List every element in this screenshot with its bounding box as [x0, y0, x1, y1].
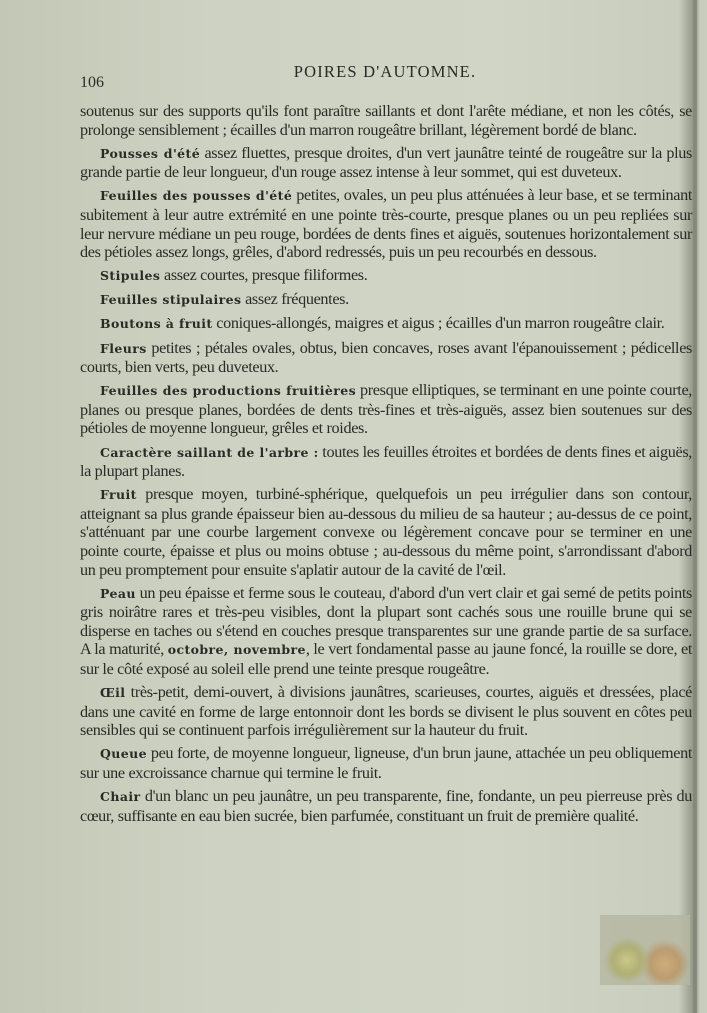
paragraph-fruit — [80, 485, 692, 579]
pear-thumbnail-image — [600, 915, 690, 985]
paragraph-lead: Fleurs — [100, 340, 147, 356]
paragraph-text: assez fluettes, presque droites, d'un vert jaunâtre teinté de rougeâtre sur la plus grande partie de leur longueur, d'un rouge assez intense à leur sommet, qui est duveteux. — [80, 143, 692, 182]
maturity-months: octobre, novembre — [167, 642, 306, 658]
paragraph-text: un peu épaisse et ferme sous le couteau, d'abord d'un vert clair et gai semé de petits points gris noirâtre rares et très-peu visibles, dont la plupart sont cachés sous une rouille brune qui se disperse en taches ou s'étend en couches presque transparentes sur une grande partie de sa surface. A la maturité, — [80, 583, 692, 659]
paragraph-lead: Stipules — [100, 268, 161, 284]
paragraph-lead: Boutons à fruit — [100, 316, 213, 332]
page-body — [80, 102, 692, 830]
paragraph-text: petites, ovales, un peu plus atténuées à leur base, et se terminant subitement à leur autre extrémité en une pointe très-courte, presque planes ou un peu repliées sur leur nervure médiane un peu rouge, bordées de dents fines et aiguës, soutenues horizontalement sur des pétioles assez longs, grêles, d'abord redressés, puis un peu recourbés en dessous. — [80, 186, 692, 262]
paragraph-fleurs — [80, 339, 692, 377]
paragraph-feuilles-stipulaires — [80, 290, 692, 310]
paragraph-text: petites ; pétales ovales, obtus, bien concaves, roses avant l'épanouissement ; pédicelles courts, bien verts, peu duveteux. — [80, 338, 692, 377]
paragraph-text: , le vert fondamental passe au jaune foncé, la rouille se dore, et sur le côté exposé au soleil elle prend une teinte presque rougeâtre. — [80, 640, 692, 679]
running-title: POIRES D'AUTOMNE. — [293, 62, 477, 81]
paragraph-queue — [80, 744, 692, 782]
paragraph-text: assez courtes, presque filiformes. — [160, 266, 368, 285]
paragraph-lead: Caractère saillant de l'arbre : — [100, 444, 319, 460]
paragraph-text: toutes les feuilles étroites et bordées de dents fines et aiguës, la plupart planes. — [80, 442, 692, 481]
paragraph-text: presque moyen, turbiné-sphérique, quelquefois un peu irrégulier dans son contour, atteignant sa plus grande épaisseur bien au-dessous du milieu de sa hauteur ; au-dessus de ce point, s'atténuant par une courbe largement convexe ou légèrement concave pour se terminer en une pointe courte, épaisse et plus ou moins obtuse ; au-dessous du même point, s'arrondissant d'abord un peu promptement pour ensuite s'aplatir autour de la cavité de l'œil. — [80, 485, 692, 579]
paragraph-continuation — [80, 102, 692, 139]
paragraph-pousses — [80, 144, 692, 182]
paragraph-lead: Queue — [100, 746, 147, 762]
paragraph-chair — [80, 787, 692, 825]
paragraph-lead: Feuilles des productions fruitières — [100, 383, 357, 399]
paragraph-text: d'un blanc un peu jaunâtre, un peu transparente, fine, fondante, un peu pierreuse près du cœur, suffisante en eau bien sucrée, bien parfumée, constituant un fruit de première qualité. — [80, 787, 692, 825]
paragraph-lead: Peau — [100, 585, 136, 601]
paragraph-feuilles-productions — [80, 381, 692, 438]
paragraph-lead: Pousses d'été — [100, 145, 201, 161]
paragraph-feuilles-pousses — [80, 186, 692, 261]
paragraph-lead: Chair — [100, 789, 141, 805]
paragraph-text: coniques-allongés, maigres et aigus ; écailles d'un marron rougeâtre clair. — [212, 314, 665, 333]
page-header — [80, 62, 690, 91]
paragraph-oeil — [80, 683, 692, 740]
paragraph-text: presque elliptiques, se terminant en une pointe courte, planes ou presque planes, bordées de dents très-fines et très-aiguës, assez bien soutenues sur des pétioles de moyenne longueur, grêles et roides. — [80, 381, 692, 438]
paragraph-lead: Œil — [100, 685, 126, 701]
book-gutter-edge — [693, 0, 697, 1013]
paragraph-text: assez fréquentes. — [241, 290, 349, 309]
paragraph-stipules — [80, 266, 692, 286]
paragraph-lead: Feuilles des pousses d'été — [100, 188, 293, 204]
paragraph-text: très-petit, demi-ouvert, à divisions jaunâtres, scarieuses, courtes, aiguës et dressées, placé dans une cavité en forme de large entonnoir dont les bords se divisent le plus souvent en côtes peu sensibles qui se continuent parfois irrégulièrement sur la hauteur du fruit. — [80, 683, 692, 740]
paragraph-lead: Feuilles stipulaires — [100, 292, 242, 308]
page-number: 106 — [80, 74, 104, 91]
paragraph-peau — [80, 584, 692, 679]
paragraph-text: peu forte, de moyenne longueur, ligneuse, d'un brun jaune, attachée un peu obliquement sur une excroissance charnue qui termine le fruit. — [80, 744, 692, 782]
paragraph-boutons — [80, 314, 692, 334]
paragraph-lead: Fruit — [100, 487, 137, 503]
paragraph-text: soutenus sur des supports qu'ils font paraître saillants et dont l'arête médiane, et non les côtés, se prolonge sensiblement ; écailles d'un marron rougeâtre brillant, légèrement bordé de blanc. — [80, 102, 692, 139]
paragraph-caractere — [80, 443, 692, 481]
